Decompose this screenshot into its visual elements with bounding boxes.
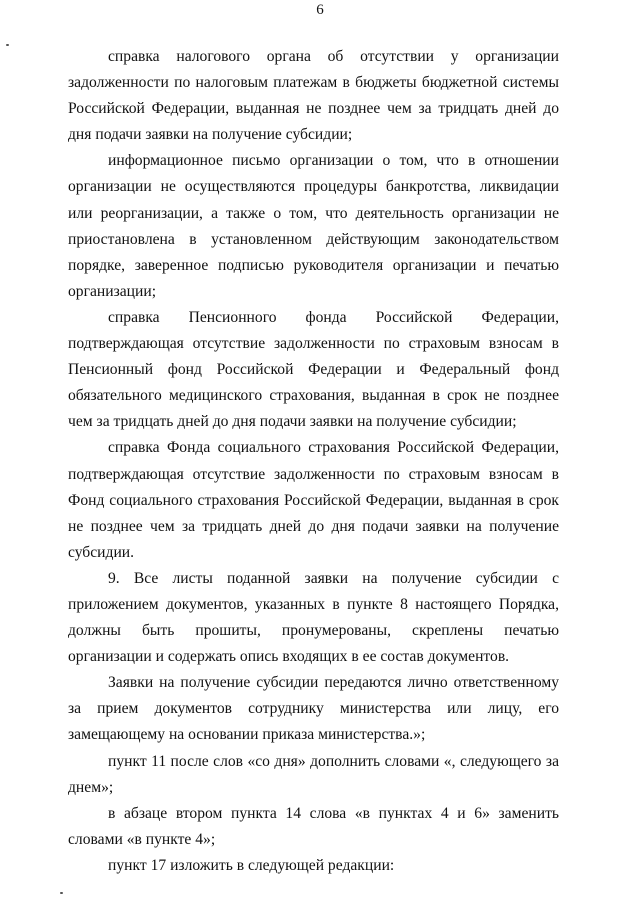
paragraph-item-11-amendment: пункт 11 после слов «со дня» дополнить словами «, следующего за днем»; (68, 752, 559, 796)
paragraph-tax-certificate: справка налогового органа об отсутствии у организации задолженности по налоговым платежам в бюджеты бюджетной системы Российской Федерации, выданная не позднее чем за тридцать дней до дня подачи заявки на получение субсидии; (68, 48, 559, 144)
paragraph-application-submission: Заявки на получение субсидии передаются лично ответственному за прием документов сотруднику министерства или лицу, его замещающему на основании приказа министерства.»; (68, 674, 559, 744)
paragraph-pension-fund-certificate: справка Пенсионного фонда Российской Федерации, подтверждающая отсутствие задолженности по страховым взносам в Пенсионный фонд Российской Федерации и Федеральный фонд обязательного медицинского страхования, выданная в срок не позднее чем за тридцать дней до дня подачи заявки на получение субсидии; (68, 308, 559, 431)
paragraph-item-9: 9. Все листы поданной заявки на получение субсидии с приложением документов, указанных в пункте 8 настоящего Порядка, должны быть прошиты, пронумерованы, скреплены печатью организации и содержать опись входящих в ее состав документов. (68, 569, 559, 666)
document-body (68, 44, 559, 879)
paragraph-information-letter: информационное письмо организации о том, что в отношении организации не осуществляются процедуры банкротства, ликвидации или реорганизации, а также о том, что деятельность организации не приостановлена в установленном действующим законодательством порядке, заверенное подписью руководителя организации и печатью организации; (68, 152, 559, 300)
paragraph-social-insurance-certificate: справка Фонда социального страхования Российской Федерации, подтверждающая отсутствие задолженности по страховым взносам в Фонд социального страхования Российской Федерации, выданная в срок не позднее чем за тридцать дней до дня подачи заявки на получение субсидии. (68, 439, 559, 561)
scan-speck (60, 892, 63, 894)
scan-speck (6, 44, 9, 46)
paragraph-item-14-amendment: в абзаце втором пункта 14 слова «в пунктах 4 и 6» заменить словами «в пункте 4»; (68, 804, 559, 848)
page-number: 6 (316, 2, 324, 18)
paragraph-item-17-amendment: пункт 17 изложить в следующей редакции: (108, 856, 395, 874)
